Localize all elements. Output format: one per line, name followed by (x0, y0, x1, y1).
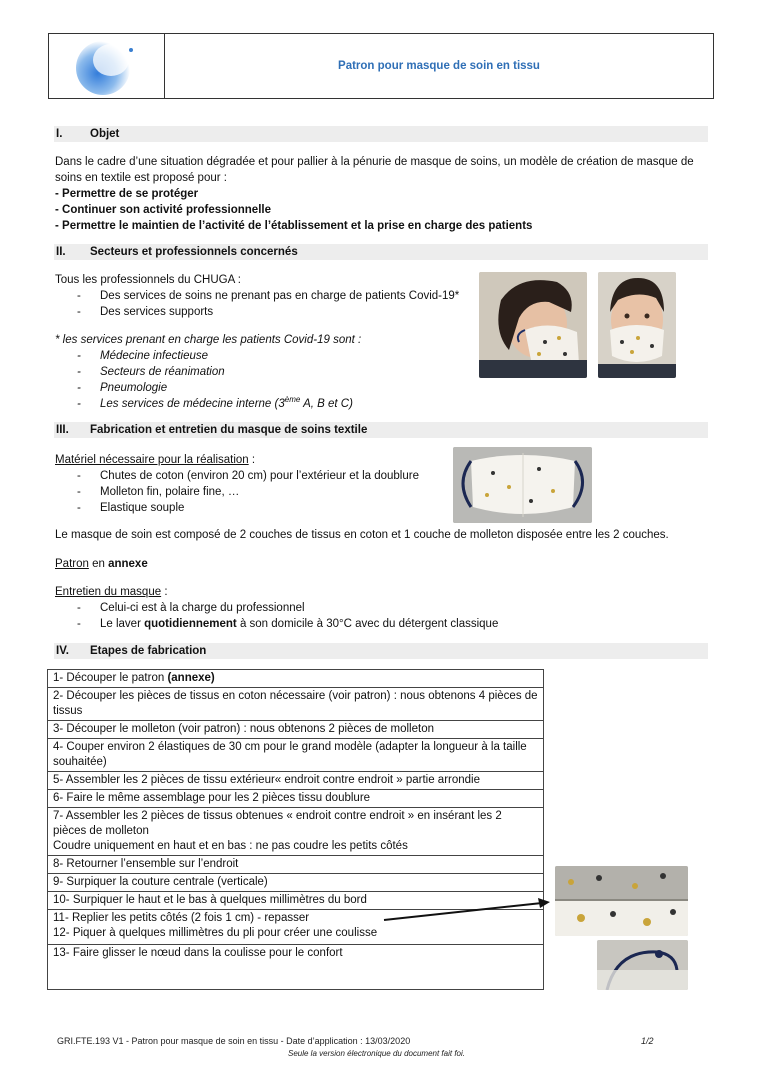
secteurs-content (55, 272, 475, 412)
photo-knot-detail (597, 940, 688, 990)
table-row (48, 670, 544, 688)
list-item-text: Les services de médecine interne (3 (100, 398, 285, 410)
photo-coulisse-detail (555, 866, 688, 936)
covid-note-text: * les services prenant en charge les patients Covid-19 sont : (55, 334, 362, 346)
logo (49, 34, 165, 98)
entretien-suffix: : (161, 586, 168, 598)
footer-reference: GRI.FTE.193 V1 - Patron pour masque de soin en tissu - Date d’application : 13/03/2020 (57, 1036, 411, 1046)
step-cell: 4- Couper environ 2 élastiques de 30 cm pour le grand modèle (adapter la longueur à la taille souhaitée) (48, 739, 544, 772)
person-front-image (598, 272, 676, 378)
list-item (55, 616, 715, 632)
step-text: 11- Replier les petits côtés (2 fois 1 cm) - repasser (53, 912, 310, 924)
section-title: Secteurs et professionnels concernés (90, 246, 298, 258)
footer-note: Seule la version électronique du document fait foi. (288, 1049, 465, 1058)
patron-line (55, 556, 715, 572)
objet-intro: Dans le cadre d’une situation dégradée et pour pallier à la pénurie de masque de soins, un modèle de création de masque de soins en textile est proposé pour : (55, 156, 694, 184)
materiel-label: Matériel nécessaire pour la réalisation (55, 454, 249, 466)
step-cell: 13- Faire glisser le nœud dans la coulisse pour le confort (48, 945, 544, 990)
section-heading-objet (54, 126, 708, 142)
objet-content (55, 154, 710, 234)
document-title: Patron pour masque de soin en tissu (338, 60, 540, 72)
list-item (55, 396, 475, 412)
list-item-text: Le laver (100, 618, 145, 630)
list-item-text: à son domicile à 30°C avec du détergent classique (236, 618, 499, 630)
table-row (48, 808, 544, 856)
section-heading-secteurs (54, 244, 708, 260)
patron-label: Patron (55, 558, 89, 570)
table-row (48, 874, 544, 892)
step-text: 12- Piquer à quelques millimètres du pli pour créer une coulisse (53, 927, 378, 939)
section-number: I. (56, 128, 63, 140)
step-cell: 9- Surpiquer la couture centrale (verticale) (48, 874, 544, 892)
list-item: - Pneumologie (55, 380, 475, 396)
materiel-heading (55, 452, 450, 468)
step-text: 7- Assembler les 2 pièces de tissus obtenues « endroit contre endroit » en insérant les 2 pièces de molleton (53, 810, 502, 837)
entretien-label: Entretien du masque (55, 586, 162, 598)
step-cell: 10- Surpiquer le haut et le bas à quelques millimètres du bord (48, 892, 544, 910)
list-item: - Celui-ci est à la charge du professionnel (55, 600, 715, 616)
list-item-bold: quotidiennement (144, 618, 237, 630)
knot-image (597, 940, 688, 990)
photo-mask-flat (453, 447, 592, 523)
objet-point: - Permettre de se protéger (55, 188, 199, 200)
materiel-content (55, 452, 450, 516)
table-row (48, 772, 544, 790)
secteurs-intro: Tous les professionnels du CHUGA : (55, 274, 242, 286)
section-title: Objet (90, 128, 120, 140)
step-cell: 3- Découper le molleton (voir patron) : nous obtenons 2 pièces de molleton (48, 721, 544, 739)
list-item: - Molleton fin, polaire fine, … (55, 484, 450, 500)
objet-point: - Permettre le maintien de l’activité de l’établissement et la prise en charge des patients (55, 220, 533, 232)
fabric-detail-image (555, 866, 688, 936)
chuga-logo-icon (49, 34, 164, 98)
step-cell: 5- Assembler les 2 pièces de tissu extérieur« endroit contre endroit » partie arrondie (48, 772, 544, 790)
section-number: II. (56, 246, 66, 258)
steps-table (47, 669, 544, 990)
section-title: Etapes de fabrication (90, 645, 207, 657)
list-item: - Médecine infectieuse (55, 348, 475, 364)
step-cell (48, 808, 544, 856)
document-header (48, 33, 714, 99)
list-item: - Des services de soins ne prenant pas en charge de patients Covid-19* (55, 288, 475, 304)
step-bold: (annexe) (167, 672, 215, 684)
step-cell: 2- Découper les pièces de tissus en coton nécessaire (voir patron) : nous obtenons 4 pièces de tissus (48, 688, 544, 721)
table-row (48, 945, 544, 990)
photo-mask-front (598, 272, 676, 378)
section-heading-fabrication (54, 422, 708, 438)
section-number: III. (56, 424, 69, 436)
list-item: - Secteurs de réanimation (55, 364, 475, 380)
list-item: - Chutes de coton (environ 20 cm) pour l’extérieur et la doublure (55, 468, 450, 484)
composition-text: Le masque de soin est composé de 2 couches de tissus en coton et 1 couche de molleton disposée entre les 2 couches. (55, 529, 669, 541)
table-row (48, 790, 544, 808)
photo-mask-profile (479, 272, 587, 378)
entretien-heading (55, 584, 715, 600)
person-profile-image (479, 272, 587, 378)
section-heading-etapes (54, 643, 708, 659)
list-item: - Des services supports (55, 304, 475, 320)
list-item: - Elastique souple (55, 500, 450, 516)
arrow-icon (380, 895, 560, 925)
patron-mid: en (88, 558, 109, 570)
materiel-suffix: : (248, 454, 256, 466)
flat-mask-image (453, 447, 592, 523)
step-cell: 8- Retourner l’ensemble sur l’endroit (48, 856, 544, 874)
step-cell (48, 670, 544, 688)
entretien-content (55, 584, 715, 632)
page-number: 1/2 (641, 1036, 654, 1046)
section-title: Fabrication et entretien du masque de soins textile (90, 424, 368, 436)
table-row (48, 856, 544, 874)
table-row (48, 739, 544, 772)
table-row (48, 688, 544, 721)
section-number: IV. (56, 645, 70, 657)
objet-point: - Continuer son activité professionnelle (55, 204, 271, 216)
step-text: Coudre uniquement en haut et en bas : ne pas coudre les petits côtés (53, 840, 408, 852)
step-cell: 6- Faire le même assemblage pour les 2 pièces tissu doublure (48, 790, 544, 808)
covid-note (55, 332, 475, 348)
table-row (48, 721, 544, 739)
superscript: ème (284, 395, 301, 405)
step-text: 1- Découper le patron (53, 672, 168, 684)
patron-annexe: annexe (108, 558, 148, 570)
list-item-text: A, B et C) (300, 398, 353, 410)
